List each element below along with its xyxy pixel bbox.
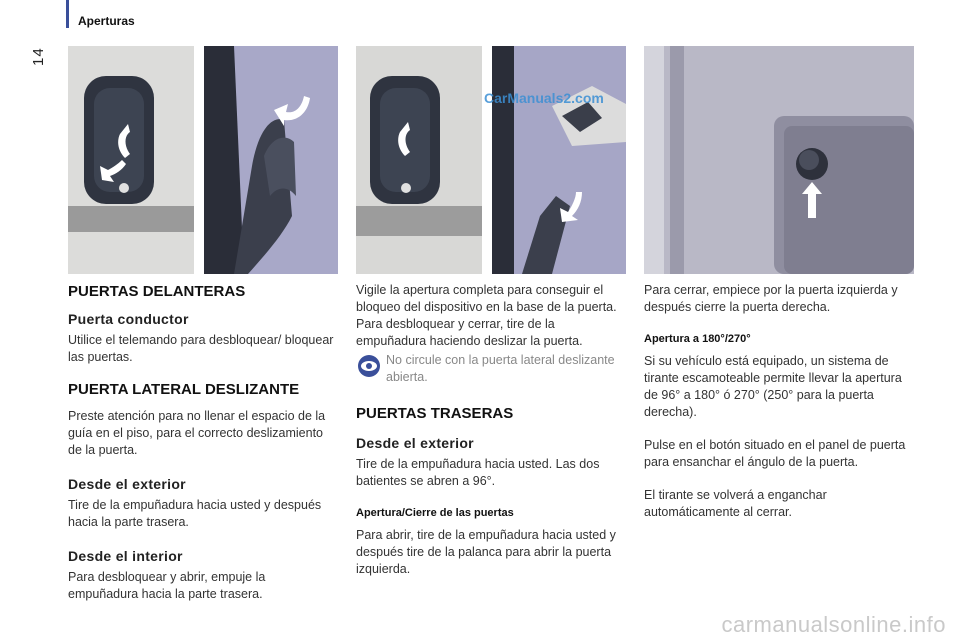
- warning-note: [356, 352, 628, 386]
- heading-sliding-outside: Desde el exterior: [68, 476, 186, 492]
- column-2: [356, 282, 628, 578]
- photo-rear-door-button: [644, 46, 914, 274]
- header-bar: [66, 0, 69, 28]
- heading-sliding-door: PUERTA LATERAL DESLIZANTE: [68, 381, 300, 398]
- photo-sliding-door-interior: [492, 46, 626, 274]
- heading-open-close: Apertura/Cierre de las puertas: [356, 507, 514, 519]
- watermark: CarManuals2.com: [484, 90, 604, 106]
- photo-front-door-interior: [204, 46, 338, 274]
- heading-rear-outside: Desde el exterior: [356, 435, 474, 451]
- text-unlock-close: Para desbloquear y cerrar, tire de la empuñadura haciendo deslizar la puerta.: [356, 317, 583, 348]
- heading-opening-180: Apertura a 180°/270°: [644, 333, 751, 345]
- heading-sliding-inside: Desde el interior: [68, 548, 183, 564]
- footer-site: carmanualsonline.info: [721, 612, 946, 637]
- text-rear-outside: Tire de la empuñadura hacia usted. Las dos batientes se abren a 96°.: [356, 457, 600, 488]
- column-3: [644, 282, 916, 521]
- photo-front-door-handle: [68, 46, 194, 274]
- text-full-opening: Vigile la apertura completa para conseguir el bloqueo del dispositivo en la base de la puerta.: [356, 283, 617, 314]
- heading-front-doors: PUERTAS DELANTERAS: [68, 283, 246, 300]
- text-opening-180: Si su vehículo está equipado, un sistema de tirante escamoteable permite llevar la apertura de 96° a 180° ó 270° (250° para la puerta derecha).: [644, 354, 902, 419]
- photo-sliding-door-handle: [356, 46, 482, 274]
- page-number: 14: [30, 47, 47, 66]
- column-1: [68, 282, 338, 603]
- warning-note-text: No circule con la puerta lateral deslizante abierta.: [386, 353, 615, 384]
- text-press-button: Pulse en el botón situado en el panel de puerta para ensanchar el ángulo de la puerta.: [644, 438, 906, 469]
- heading-driver-door: Puerta conductor: [68, 311, 189, 327]
- text-auto-rehook: El tirante se volverá a enganchar automáticamente al cerrar.: [644, 488, 827, 519]
- text-sliding-door: Preste atención para no llenar el espacio de la guía en el piso, para el correcto deslizamiento de la puerta.: [68, 409, 326, 457]
- eye-icon: [358, 355, 380, 377]
- text-sliding-inside: Para desbloquear y abrir, empuje la empuñadura hacia la parte trasera.: [68, 570, 266, 601]
- text-open-left-door: Para abrir, tire de la empuñadura hacia usted y después tire de la palanca para abrir la puerta izquierda.: [356, 528, 616, 576]
- text-close-order: Para cerrar, empiece por la puerta izquierda y después cierre la puerta derecha.: [644, 283, 898, 314]
- text-sliding-outside: Tire de la empuñadura hacia usted y después hacia la parte trasera.: [68, 498, 322, 529]
- heading-rear-doors: PUERTAS TRASERAS: [356, 405, 514, 422]
- text-driver-door: Utilice el telemando para desbloquear/ bloquear las puertas.: [68, 333, 334, 364]
- header-title: Aperturas: [78, 14, 135, 28]
